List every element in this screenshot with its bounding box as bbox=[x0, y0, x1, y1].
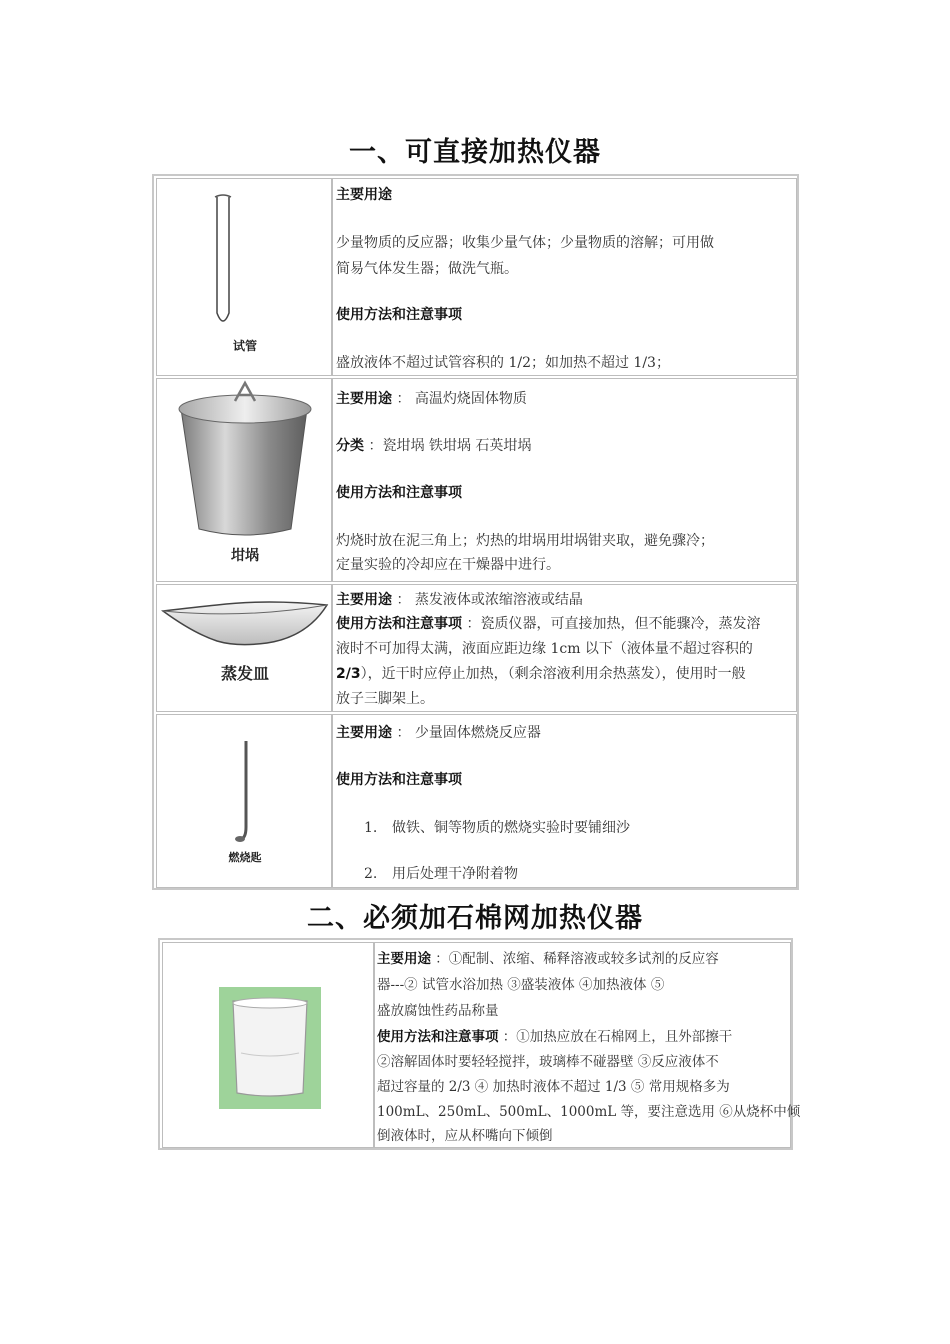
beaker-icon bbox=[163, 943, 375, 1149]
test-tube-notes-line1: 盛放液体不超过试管容积的 1/2；如加热不超过 1/3； bbox=[336, 355, 670, 371]
section1-title: 一、可直接加热仪器 bbox=[349, 137, 601, 168]
spoon-notes-label: 使用方法和注意事项 bbox=[336, 772, 462, 788]
test-tube-image-cell bbox=[156, 178, 332, 376]
crucible-image-cell bbox=[156, 378, 332, 582]
crucible-use-line bbox=[336, 387, 527, 411]
dish-notes-label: 使用方法和注意事项 bbox=[336, 616, 462, 632]
beaker-use-value: ：①配制、浓缩、稀释溶液或较多试剂的反应容 bbox=[431, 951, 719, 967]
evaporating-dish-icon bbox=[157, 585, 333, 713]
test-tube-caption: 试管 bbox=[232, 339, 257, 353]
test-tube-info-cell bbox=[332, 178, 797, 376]
beaker-notes-line2: 超过容量的 2/3 ④ 加热时液体不超过 1/3 ⑤ 常用规格多为 bbox=[377, 1079, 730, 1095]
combustion-spoon-info-cell bbox=[332, 714, 797, 888]
beaker-use-line0 bbox=[377, 947, 719, 971]
spoon-note-2: 用后处理干净附着物 bbox=[392, 866, 518, 882]
beaker-use-line2: 盛放腐蚀性药品称量 bbox=[377, 1003, 499, 1019]
beaker-notes-line1: ②溶解固体时要轻轻搅拌，玻璃棒不碰器壁 ③反应液体不 bbox=[377, 1054, 719, 1070]
combustion-spoon-image-cell bbox=[156, 714, 332, 888]
crucible-notes-line1: 灼烧时放在泥三角上；灼热的坩埚用坩埚钳夹取，避免骤冷； bbox=[336, 533, 714, 549]
section2-table bbox=[158, 938, 801, 1150]
beaker-notes-line4: 倒液体时，应从杯嘴向下倾倒 bbox=[377, 1128, 553, 1144]
section2-title: 二、必须加石棉网加热仪器 bbox=[307, 903, 643, 934]
crucible-type-value: ：瓷坩埚 铁坩埚 石英坩埚 bbox=[364, 438, 532, 454]
crucible-type-label: 分类 bbox=[336, 438, 364, 454]
crucible-type-line bbox=[336, 434, 531, 458]
beaker-notes-value: ：①加热应放在石棉网上，且外部擦干 bbox=[498, 1029, 733, 1045]
beaker-notes-label: 使用方法和注意事项 bbox=[377, 1029, 499, 1045]
spoon-note-1: 做铁、铜等物质的燃烧实验时要铺细沙 bbox=[392, 820, 630, 836]
dish-notes-value: ：瓷质仪器，可直接加热，但不能骤冷，蒸发溶 bbox=[462, 616, 761, 632]
test-tube-use-line1: 少量物质的反应器；收集少量气体；少量物质的溶解；可用做 bbox=[336, 235, 714, 251]
spoon-note-1-number: 1. bbox=[364, 820, 378, 836]
dish-notes-line2: 2/3），近干时应停止加热，（剩余溶液利用余热蒸发），使用时一般 bbox=[336, 666, 746, 682]
beaker-use-line1: 器---② 试管水浴加热 ③盛装液体 ④加热液体 ⑤ bbox=[377, 977, 665, 993]
dish-use-value: ： 蒸发液体或浓缩溶液或结晶 bbox=[392, 592, 583, 608]
beaker-notes-line0 bbox=[377, 1025, 732, 1049]
dish-use-label: 主要用途 bbox=[336, 592, 392, 608]
crucible-notes-label: 使用方法和注意事项 bbox=[336, 485, 462, 501]
beaker-image-cell bbox=[162, 942, 374, 1148]
beaker-info-cell bbox=[374, 942, 801, 1148]
evaporating-dish-caption: 蒸发皿 bbox=[220, 664, 269, 683]
test-tube-use-line2: 简易气体发生器；做洗气瓶。 bbox=[336, 261, 518, 277]
spoon-use-label: 主要用途 bbox=[336, 725, 392, 741]
evaporating-dish-image-cell bbox=[156, 584, 332, 712]
crucible-use-label: 主要用途 bbox=[336, 391, 392, 407]
crucible-info-cell bbox=[332, 378, 797, 582]
dish-notes-line3: 放子三脚架上。 bbox=[336, 691, 434, 707]
beaker-notes-line3: 100mL、250mL、500mL、1000mL 等，要注意选用 ⑥从烧杯中倾 bbox=[377, 1104, 801, 1120]
dish-notes-line0 bbox=[336, 612, 760, 636]
test-tube-notes-label: 使用方法和注意事项 bbox=[336, 307, 462, 323]
section1-table bbox=[152, 174, 799, 890]
test-tube-use-label: 主要用途 bbox=[336, 187, 392, 203]
combustion-spoon-caption: 燃烧匙 bbox=[228, 851, 262, 864]
spoon-use-value: ： 少量固体燃烧反应器 bbox=[392, 725, 541, 741]
dish-use-line bbox=[336, 588, 583, 612]
spoon-use-line bbox=[336, 721, 541, 745]
spoon-note-2-number: 2. bbox=[364, 866, 378, 882]
dish-notes-line1: 液时不可加得太满，液面应距边缘 1cm 以下（液体量不超过容积的 bbox=[336, 641, 753, 657]
crucible-use-value: ： 高温灼烧固体物质 bbox=[392, 391, 527, 407]
crucible-caption: 坩埚 bbox=[231, 548, 259, 564]
beaker-use-label: 主要用途 bbox=[377, 951, 431, 967]
evaporating-dish-info-cell bbox=[332, 584, 797, 712]
crucible-notes-line2: 定量实验的冷却应在干燥器中进行。 bbox=[336, 557, 560, 573]
